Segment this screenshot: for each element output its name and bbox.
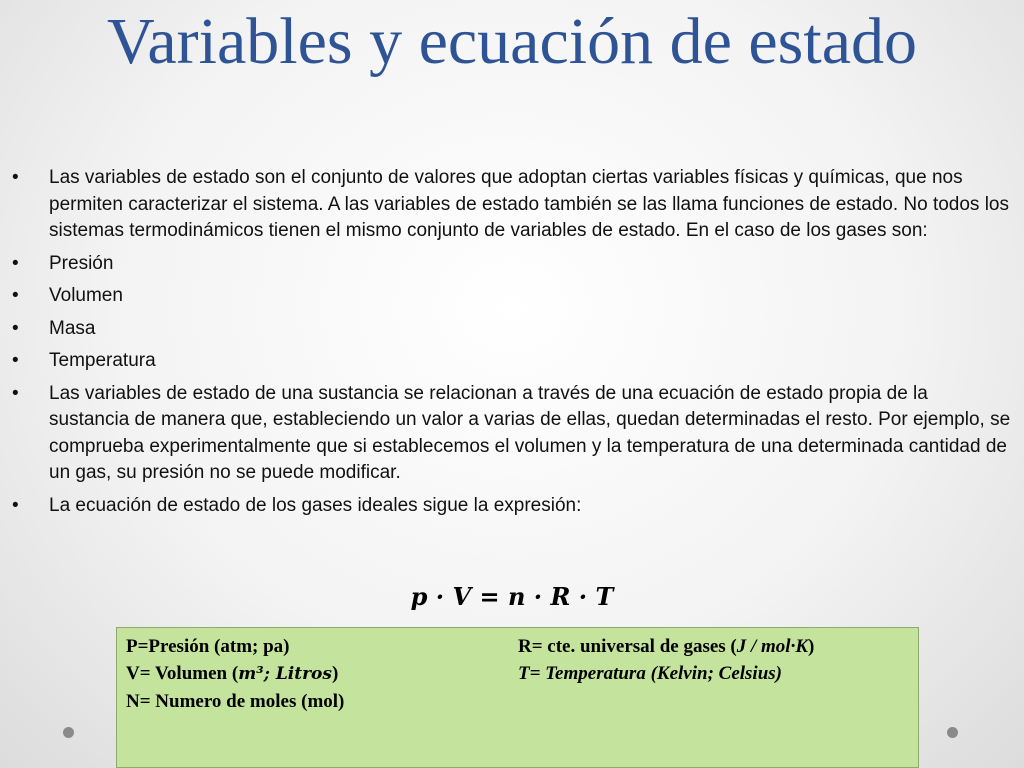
slide-title: Variables y ecuación de estado: [107, 5, 917, 78]
bullet-marker: •: [12, 285, 19, 306]
bullet-item-temperatura: • Temperatura: [12, 348, 1012, 375]
bullet-item-volumen: • Volumen: [12, 283, 1012, 310]
bullet-item-definition: • Las variables de estado son el conjunto de valores que adoptan ciertas variables físicas y químicas, que nos permiten caracterizar el sistema. A las variables de estado también se las llama funciones de estado. No todos los sistemas termodinámicos tienen el mismo conjunto de variables de estado. En el caso de los gases son:: [12, 167, 1010, 241]
legend-constante-r: R= cte. universal de gases (J / mol·K): [518, 636, 815, 657]
bullet-item-presion: • Presión: [12, 251, 1012, 278]
legend-presion: P=Presión (atm; pa): [126, 636, 290, 657]
legend-moles: N= Numero de moles (mol): [126, 691, 345, 712]
legend-volumen: V= Volumen (𝒎³; 𝑳𝒊𝒕𝒓𝒐𝒔): [126, 663, 339, 684]
bullet-marker: •: [12, 494, 19, 516]
bullet-marker: •: [12, 382, 19, 404]
decorative-dot-right: [947, 727, 958, 738]
legend-right-column: [518, 633, 814, 687]
bullet-marker: •: [12, 167, 19, 188]
bullet-marker: •: [12, 350, 19, 371]
bullet-marker: •: [12, 317, 19, 339]
decorative-dot-left: [63, 727, 74, 738]
ideal-gas-formula: 𝒑 · 𝑽 = 𝒏 · 𝑹 · 𝑻: [410, 582, 614, 611]
bullet-item-gases-ideales: • La ecuación de estado de los gases ideales sigue la expresión:: [12, 493, 1012, 520]
variables-legend-box: [116, 627, 919, 768]
bullet-marker: •: [12, 252, 19, 274]
bullet-item-masa: • Masa: [12, 316, 1012, 343]
legend-left-column: [126, 633, 344, 715]
legend-temperatura: T= Temperatura (Kelvin; Celsius): [518, 663, 782, 684]
bullet-item-ecuacion-estado: • Las variables de estado de una sustancia se relacionan a través de una ecuación de estado propia de la sustancia de manera que, estableciendo un valor a varias de ellas, quedan determinadas el resto. Por ejemplo, se comprueba experimentalmente que si establecemos el volumen y la temperatura de una determinada cantidad de un gas, su presión no se puede modificar.: [12, 382, 1011, 483]
bullet-list: [12, 165, 1012, 525]
